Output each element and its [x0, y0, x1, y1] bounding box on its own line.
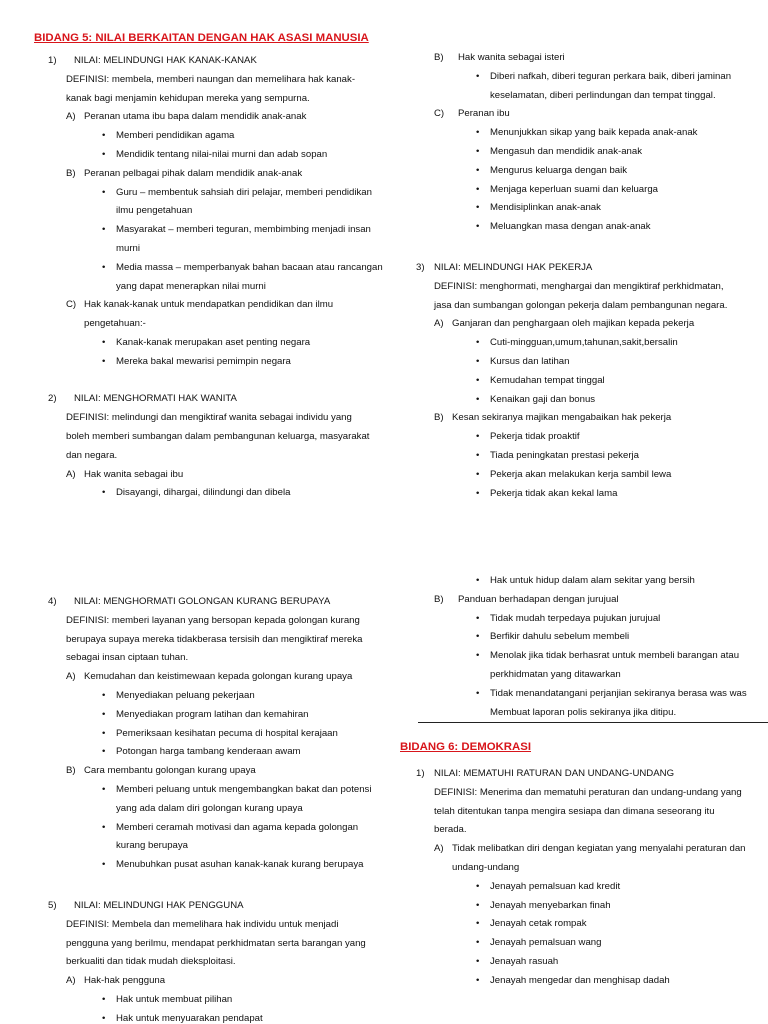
left-column-bottom	[28, 593, 380, 1024]
definition-line: DEFINISI: Membela dan memelihara hak individu untuk menjadi	[66, 918, 339, 930]
definition-line: DEFINISI: memberi layanan yang bersopan kepada golongan kurang	[66, 614, 360, 626]
definition-line: berupaya supaya mereka tidakberasa tersisih dan mengiktiraf mereka	[66, 633, 363, 645]
bullet-item: • Kemudahan tempat tinggal	[476, 374, 605, 386]
bullet-item: • Menyediakan peluang pekerjaan	[102, 689, 255, 701]
bullet-item: • Media massa – memperbanyak bahan bacaan atau rancangan	[102, 261, 383, 273]
item-heading: 1) NILAI: MEMATUHI RATURAN DAN UNDANG-UNDANG	[416, 768, 675, 779]
section-heading-bidang-5: BIDANG 5: NILAI BERKAITAN DENGAN HAK ASASI MANUSIA	[34, 32, 369, 44]
definition-line: telah ditentukan tanpa mengira sesiapa dan dimana seseorang itu	[434, 805, 715, 817]
bullet-continuation: ilmu pengetahuan	[116, 205, 193, 217]
item-heading: 2) NILAI: MENGHORMATI HAK WANITA	[48, 393, 237, 405]
definition-line: berada.	[434, 824, 467, 836]
bullet-item: • Diberi nafkah, diberi teguran perkara baik, diberi jaminan	[476, 70, 732, 82]
bullet-item: • Menjaga keperluan suami dan keluarga	[476, 183, 658, 195]
bullet-item: • Menolak jika tidak berhasrat untuk membeli barangan atau	[476, 650, 740, 662]
definition-line: DEFINISI: membela, memberi naungan dan memelihara hak kanak-	[66, 73, 356, 85]
bullet-item: • Kursus dan latihan	[476, 355, 570, 367]
subheading: C) Peranan ibu	[434, 108, 510, 120]
section-heading-bidang-6: BIDANG 6: DEMOKRASI	[400, 741, 531, 753]
bullet-item: • Jenayah pemalsuan kad kredit	[476, 880, 621, 892]
bullet-item: • Jenayah cetak rompak	[476, 918, 587, 930]
item-heading: 4) NILAI: MENGHORMATI GOLONGAN KURANG BERUPAYA	[48, 596, 331, 607]
subheading: B) Hak wanita sebagai isteri	[434, 52, 565, 63]
subheading-continuation: undang-undang	[452, 861, 520, 873]
bullet-item: • Tidak mudah terpedaya pujukan jurujual	[476, 612, 661, 624]
bullet-item: • Hak untuk membuat pilihan	[102, 993, 233, 1005]
definition-line: sebagai insan ciptaan tuhan.	[66, 652, 189, 664]
definition-line: DEFINISI: Menerima dan mematuhi peraturan dan undang-undang yang	[434, 786, 742, 798]
subheading: B) Kesan sekiranya majikan mengabaikan hak pekerja	[434, 412, 672, 424]
subheading: A) Ganjaran dan penghargaan oleh majikan kepada pekerja	[434, 318, 695, 330]
definition-line: pengguna yang berilmu, mendapat perkhidmatan serta barangan yang	[66, 937, 366, 949]
bullet-item: • Kenaikan gaji dan bonus	[476, 393, 596, 405]
definition-line: boleh memberi sumbangan dalam pembangunan keluarga, masyarakat	[66, 430, 370, 442]
subheading: A) Peranan utama ibu bapa dalam mendidik anak-anak	[66, 111, 307, 123]
definition-line: berkualiti dan tidak mudah dieksploitasi.	[66, 956, 236, 968]
page-bottom	[0, 512, 768, 1024]
bullet-item: • Berfikir dahulu sebelum membeli	[476, 631, 630, 643]
right-column-bidang-6	[402, 765, 752, 991]
bullet-item: • Cuti-mingguan,umum,tahunan,sakit,bersalin	[476, 337, 678, 349]
bullet-item: • Mengurus keluarga dengan baik	[476, 164, 628, 176]
definition-line: DEFINISI: menghormati, menghargai dan mengiktiraf perkhidmatan,	[434, 280, 724, 292]
bullet-continuation: murni	[116, 242, 140, 254]
bullet-item: • Tiada peningkatan prestasi pekerja	[476, 449, 639, 461]
bullet-item: • Memberi peluang untuk mengembangkan bakat dan potensi	[102, 783, 372, 795]
subheading: B) Peranan pelbagai pihak dalam mendidik anak-anak	[66, 167, 303, 179]
bullet-continuation: perkhidmatan yang ditawarkan	[490, 668, 621, 680]
bullet-item: • Mengasuh dan mendidik anak-anak	[476, 145, 643, 157]
definition-line: dan negara.	[66, 449, 118, 461]
bullet-item: • Tidak menandatangani perjanjian sekiranya berasa was was	[476, 687, 747, 699]
bullet-item: • Pekerja tidak proaktif	[476, 431, 580, 443]
subheading: A) Tidak melibatkan diri dengan kegiatan yang menyalahi peraturan dan	[434, 843, 746, 855]
left-column-top	[28, 52, 383, 503]
bullet-item: • Mendisiplinkan anak-anak	[476, 202, 601, 214]
bullet-item: • Menubuhkan pusat asuhan kanak-kanak kurang berupaya	[102, 859, 364, 871]
bullet-continuation: yang ada dalam diri golongan kurang upaya	[116, 802, 303, 814]
item-heading: 5) NILAI: MELINDUNGI HAK PENGGUNA	[48, 899, 244, 911]
bullet-item: • Jenayah menyebarkan finah	[476, 899, 611, 911]
bullet-continuation: Membuat laporan polis sekiranya jika ditipu.	[490, 706, 677, 718]
bullet-item: • Kanak-kanak merupakan aset penting negara	[102, 336, 311, 348]
bullet-item: • Hak untuk hidup dalam alam sekitar yang bersih	[476, 575, 695, 586]
subheading: A) Hak-hak pengguna	[66, 975, 166, 987]
bullet-item: • Jenayah mengedar dan menghisap dadah	[476, 974, 670, 986]
bullet-item: • Masyarakat – memberi teguran, membimbing menjadi insan	[102, 224, 371, 236]
subheading: B) Panduan berhadapan dengan jurujual	[434, 593, 619, 605]
bullet-item: • Mendidik tentang nilai-nilai murni dan adab sopan	[102, 148, 328, 160]
bullet-item: • Potongan harga tambang kenderaan awam	[102, 746, 301, 758]
bullet-continuation: kurang berupaya	[116, 840, 189, 852]
bullet-item: • Mereka bakal mewarisi pemimpin negara	[102, 355, 291, 367]
subheading: B) Cara membantu golongan kurang upaya	[66, 765, 256, 777]
subheading: A) Kemudahan dan keistimewaan kepada golongan kurang upaya	[66, 671, 353, 683]
bullet-item: • Menyediakan program latihan dan kemahiran	[102, 708, 309, 720]
bullet-item: • Pekerja akan melakukan kerja sambil lewa	[476, 468, 672, 480]
bullet-item: • Pekerja tidak akan kekal lama	[476, 487, 618, 499]
right-column-bottom	[402, 572, 752, 722]
bullet-item: • Jenayah pemalsuan wang	[476, 937, 602, 949]
definition-line: DEFINISI: melindungi dan mengiktiraf wanita sebagai individu yang	[66, 412, 352, 424]
bullet-item: • Memberi pendidikan agama	[102, 130, 235, 142]
definition-line: kanak bagi menjamin kehidupan mereka yang sempurna.	[66, 92, 310, 104]
bullet-item: • Jenayah rasuah	[476, 955, 559, 967]
right-column-top	[402, 49, 752, 503]
bullet-item: • Pemeriksaan kesihatan pecuma di hospital kerajaan	[102, 727, 338, 739]
bullet-item: • Meluangkan masa dengan anak-anak	[476, 221, 651, 233]
bullet-item: • Hak untuk menyuarakan pendapat	[102, 1012, 263, 1024]
definition-line: jasa dan sumbangan golongan pekerja dalam pembangunan negara.	[434, 299, 728, 311]
divider-line	[418, 722, 768, 723]
subheading-continuation: pengetahuan:-	[84, 318, 146, 330]
subheading: C) Hak kanak-kanak untuk mendapatkan pendidikan dan ilmu	[66, 299, 334, 311]
bullet-item: • Disayangi, dihargai, dilindungi dan dibela	[102, 487, 291, 499]
bullet-continuation: keselamatan, diberi perlindungan dan tempat tinggal.	[490, 89, 716, 101]
bullet-continuation: yang dapat menerapkan nilai murni	[116, 280, 266, 292]
subheading: A) Hak wanita sebagai ibu	[66, 468, 184, 480]
bullet-item: • Guru – membentuk sahsiah diri pelajar, memberi pendidikan	[102, 186, 372, 198]
bullet-item: • Memberi ceramah motivasi dan agama kepada golongan	[102, 821, 359, 833]
item-heading: 1) NILAI: MELINDUNGI HAK KANAK-KANAK	[48, 55, 257, 66]
bullet-item: • Menunjukkan sikap yang baik kepada anak-anak	[476, 127, 698, 139]
item-heading: 3) NILAI: MELINDUNGI HAK PEKERJA	[416, 261, 593, 273]
